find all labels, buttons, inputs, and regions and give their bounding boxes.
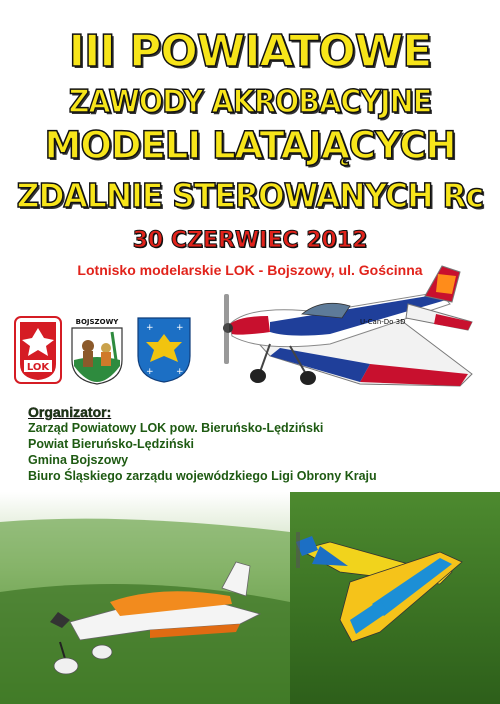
event-location: Lotnisko modelarskie LOK - Bojszowy, ul. Gościnna [77,262,423,278]
organizers-heading: Organizator: [28,404,112,420]
silesia-coat-of-arms-icon [136,316,192,384]
organizers-block [28,404,377,484]
aerobatic-plane-illustration [210,264,485,414]
svg-text:+: + [146,323,154,333]
organizer-line: Gmina Bojszowy [28,453,129,467]
organizer-line: Zarząd Powiatowy LOK pow. Bieruńsko-Lędziński [28,421,324,435]
organizer-line: Biuro Śląskiego zarządu wojewódzkiego Ligi Obrony Kraju [28,469,377,483]
plane-model-text: U-Can-Do 3D [360,318,406,326]
lok-emblem-icon [14,316,62,384]
title-line-2: ZAWODY AKROBACYJNE [68,84,432,120]
title-line-4: ZDALNIE STEROWANYCH Rc [16,176,484,215]
svg-text:+: + [176,323,184,333]
svg-text:+: + [146,367,154,377]
event-date: 30 CZERWIEC 2012 [132,228,368,253]
lok-emblem-text: LOK [26,362,50,373]
bojszowy-crest-icon [68,316,126,386]
svg-text:+: + [176,367,184,377]
title-line-3: MODELI LATAJĄCYCH [44,124,456,167]
bojszowy-crest-label: BOJSZOWY [75,318,119,326]
title-line-1: III POWIATOWE [68,26,432,77]
planes-on-grass-photo [0,492,500,704]
organizer-line: Powiat Bieruńsko-Lędziński [28,437,195,451]
